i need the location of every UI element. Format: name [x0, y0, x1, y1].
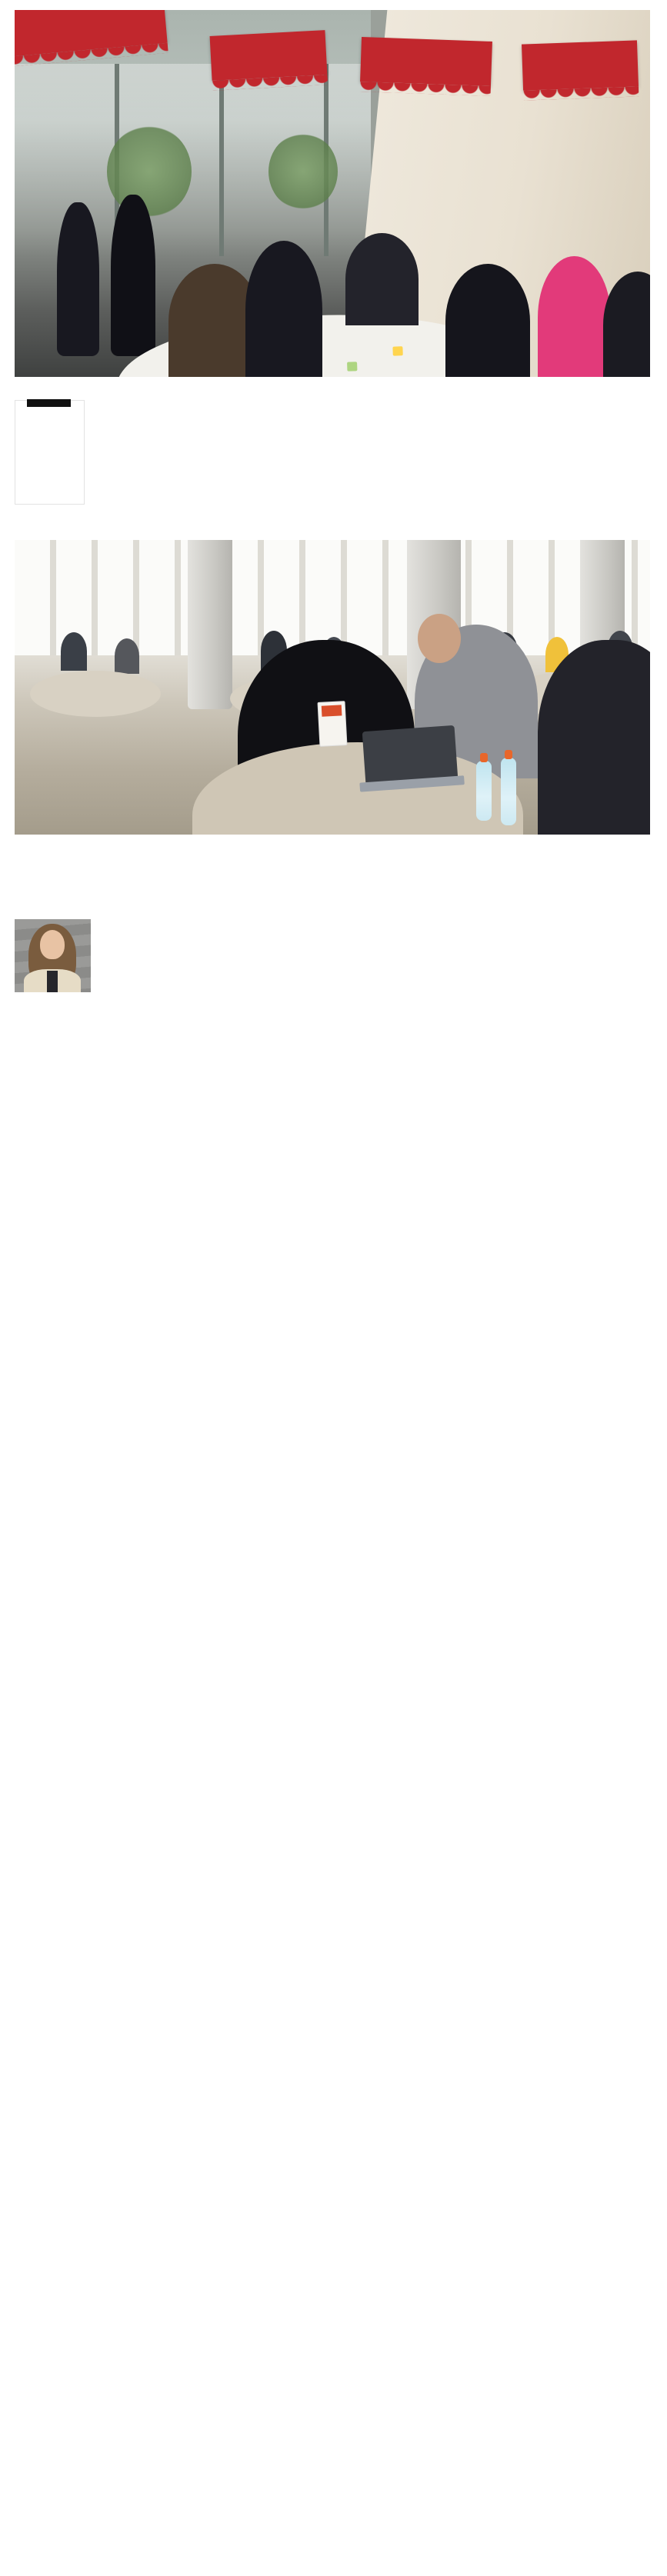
person-silhouette [245, 241, 322, 377]
person-silhouette [538, 256, 611, 377]
person-silhouette [57, 202, 99, 356]
person-silhouette [445, 264, 530, 377]
date-badge [15, 400, 85, 505]
byline-separator [123, 398, 138, 412]
laptop [362, 725, 459, 785]
banner-autor [522, 40, 639, 90]
water-bottle [476, 761, 492, 821]
person-silhouette-foreground [538, 640, 650, 835]
article-page [0, 0, 667, 1023]
byline-separator [108, 398, 123, 412]
conference-figure [15, 540, 650, 835]
article-header [15, 398, 650, 514]
banner-mundial [15, 10, 168, 57]
author-avatar [15, 919, 91, 992]
hero-photo [15, 10, 650, 377]
avatar-face [40, 930, 65, 959]
person-head [418, 614, 461, 663]
banner-libro [210, 30, 328, 81]
conference-photo [15, 540, 650, 835]
author-box [15, 919, 650, 992]
author-profile-link[interactable] [115, 936, 120, 952]
person-silhouette [111, 195, 155, 356]
table [30, 671, 161, 717]
person-silhouette [345, 233, 419, 325]
person-silhouette [61, 632, 87, 671]
table-number-card [318, 701, 348, 747]
water-bottle [501, 758, 516, 825]
foliage [268, 133, 338, 210]
banner-derecho [360, 37, 492, 86]
column [188, 540, 232, 709]
avatar-coat [24, 969, 81, 992]
person-silhouette [115, 638, 139, 674]
date-badge-bar [27, 399, 71, 407]
byline [108, 398, 650, 412]
foliage [107, 125, 192, 218]
